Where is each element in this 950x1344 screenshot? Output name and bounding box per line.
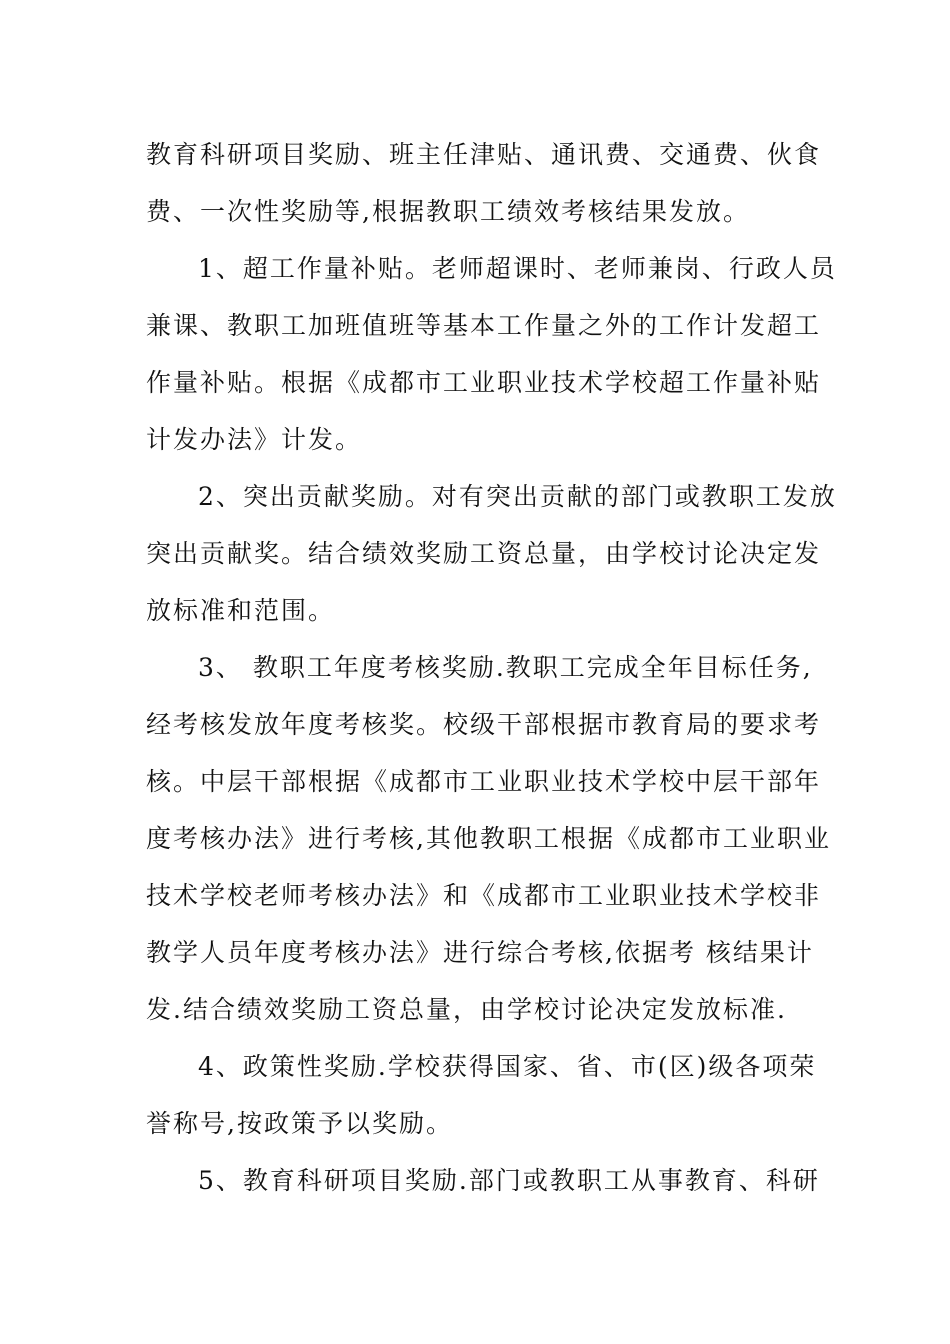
text-line: 誉称号,按政策予以奖励。 xyxy=(146,1109,453,1138)
text-line: 核。中层干部根据《成都市工业职业技术学校中层干部年 xyxy=(146,767,822,796)
paragraph-start-line: 2、突出贡献奖励。对有突出贡献的部门或教职工发放 xyxy=(198,482,837,511)
paragraph-start-line: 5、教育科研项目奖励.部门或教职工从事教育、科研 xyxy=(198,1166,820,1195)
text-line: 度考核办法》进行考核,其他教职工根据《成都市工业职业 xyxy=(146,824,831,853)
text-line: 兼课、教职工加班值班等基本工作量之外的工作计发超工 xyxy=(146,311,822,340)
text-line: 发.结合绩效奖励工资总量，由学校讨论决定发放标准. xyxy=(146,995,787,1024)
text-line: 放标准和范围。 xyxy=(146,596,336,625)
text-line: 教育科研项目奖励、班主任津贴、通讯费、交通费、伙食 xyxy=(146,140,822,169)
document-body xyxy=(146,126,837,1209)
text-line: 经考核发放年度考核奖。校级干部根据市教育局的要求考 xyxy=(146,710,822,739)
paragraph-start-line: 3、 教职工年度考核奖励.教职工完成全年目标任务, xyxy=(198,653,813,682)
text-line: 计发办法》计发。 xyxy=(146,425,363,454)
paragraph-start-line: 4、政策性奖励.学校获得国家、省、市(区)级各项荣 xyxy=(198,1052,817,1081)
text-line: 教学人员年度考核办法》进行综合考核,依据考 核结果计 xyxy=(146,938,814,967)
text-line: 突出贡献奖。结合绩效奖励工资总量，由学校讨论决定发 xyxy=(146,539,822,568)
text-line: 作量补贴。根据《成都市工业职业技术学校超工作量补贴 xyxy=(146,368,822,397)
text-line: 费、一次性奖励等,根据教职工绩效考核结果发放。 xyxy=(146,197,750,226)
paragraph-start-line: 1、超工作量补贴。老师超课时、老师兼岗、行政人员 xyxy=(198,254,837,283)
text-line: 技术学校老师考核办法》和《成都市工业职业技术学校非 xyxy=(146,881,822,910)
